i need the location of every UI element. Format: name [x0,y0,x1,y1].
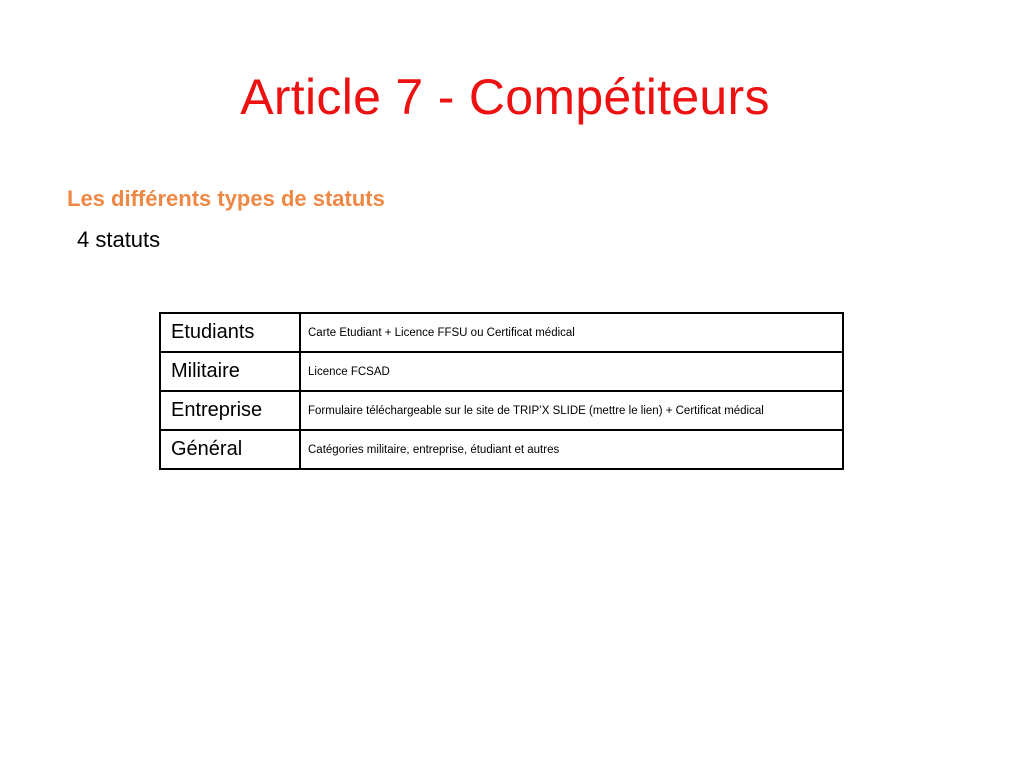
status-name-cell: Général [160,430,300,469]
status-name-cell: Militaire [160,352,300,391]
table-row [160,313,843,352]
status-name-cell: Etudiants [160,313,300,352]
table-row [160,391,843,430]
status-table [159,312,844,470]
status-requirement-cell: Carte Etudiant + Licence FFSU ou Certificat médical [300,313,843,352]
status-name-cell: Entreprise [160,391,300,430]
table-row [160,430,843,469]
status-requirement-cell: Catégories militaire, entreprise, étudiant et autres [300,430,843,469]
slide-title: Article 7 - Compétiteurs [240,69,770,125]
status-count-text: 4 statuts [77,227,161,252]
section-subtitle: Les différents types de statuts [67,186,385,211]
table-row [160,352,843,391]
status-requirement-cell: Formulaire téléchargeable sur le site de TRIP’X SLIDE (mettre le lien) + Certificat médical [300,391,843,430]
status-requirement-cell: Licence FCSAD [300,352,843,391]
